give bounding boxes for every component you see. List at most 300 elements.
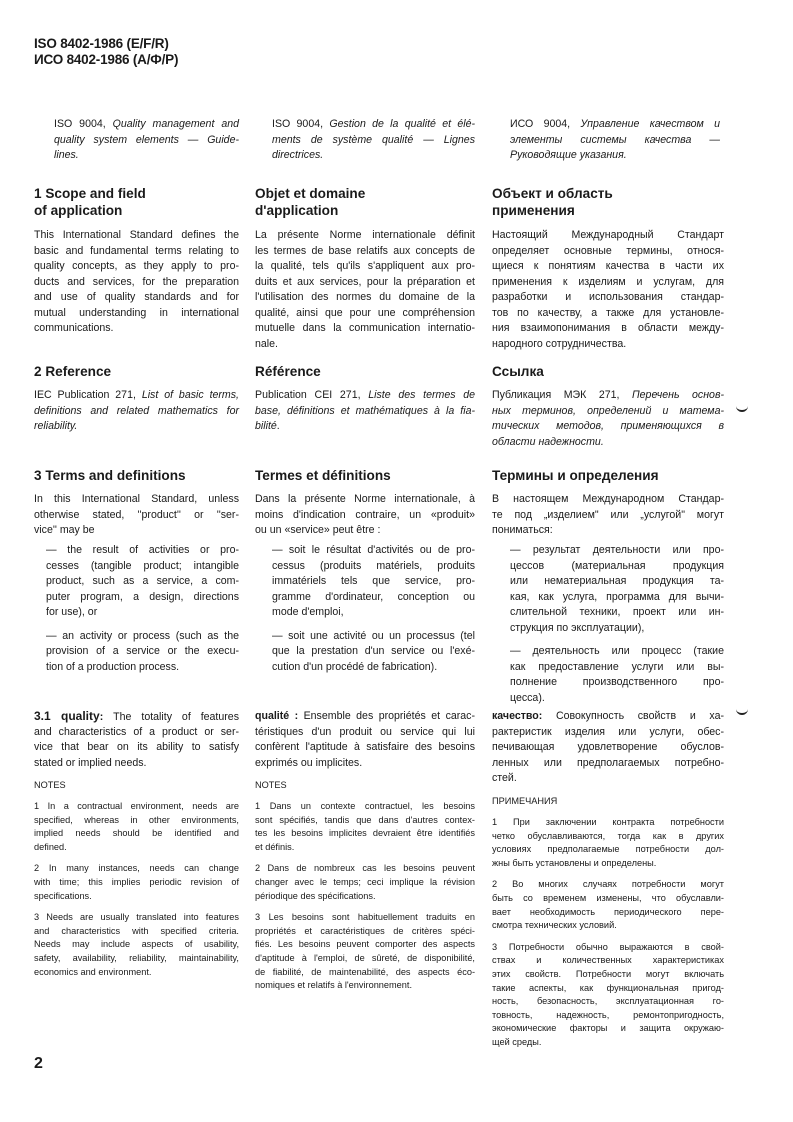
text-span: 2 Во многих случаях потребности могут xyxy=(492,879,724,890)
text-span: bilité xyxy=(255,420,277,432)
text-line xyxy=(34,709,239,725)
text-line xyxy=(255,306,475,322)
paragraph xyxy=(510,543,724,636)
text-span: provision of a service or the execu- xyxy=(46,645,239,657)
paragraph xyxy=(46,629,239,676)
text-span: exprimés ou implicites. xyxy=(255,756,363,769)
fr-definition-quality xyxy=(255,709,475,779)
text-line xyxy=(255,404,475,420)
text-line xyxy=(510,590,724,606)
paragraph xyxy=(492,228,724,352)
text-span: 1 Scope and field xyxy=(34,186,146,201)
ru-heading-terms xyxy=(492,467,724,492)
text-line xyxy=(34,492,239,508)
text-line xyxy=(255,321,475,337)
text-line xyxy=(34,228,239,244)
text-span: Управление качеством и xyxy=(580,118,721,130)
en-scope-text xyxy=(34,228,239,345)
text-line xyxy=(492,244,724,260)
text-line xyxy=(492,363,724,380)
document-id-ru: ИСО 8402-1986 (А/Ф/Р) xyxy=(34,52,179,67)
text-span: téristiques d'un produit ou service qui lui xyxy=(255,725,475,738)
fr-notes xyxy=(255,800,475,1001)
text-span: les termes de base relatifs aux concepts de xyxy=(255,244,475,257)
text-line xyxy=(255,827,475,841)
text-line xyxy=(255,244,475,260)
text-line xyxy=(46,559,239,575)
paragraph xyxy=(255,862,475,903)
text-span: for use), or xyxy=(46,606,98,618)
text-span: тов по качеству, а также для установле- xyxy=(492,306,724,319)
page-number: 2 xyxy=(34,1055,43,1072)
text-span: 2 Dans de nombreux cas les besoins peuvent xyxy=(255,863,475,874)
en-heading-reference xyxy=(34,363,239,388)
text-line xyxy=(46,605,239,621)
text-span: определяет основные термины, относя- xyxy=(492,244,724,257)
text-line xyxy=(255,779,475,793)
text-span: lines. xyxy=(54,149,79,161)
paragraph xyxy=(492,185,724,219)
text-line xyxy=(255,419,475,435)
text-line xyxy=(255,467,475,484)
text-line xyxy=(34,952,239,966)
text-span: ou un «service» peut être : xyxy=(255,524,381,536)
text-span: 2 In many instances, needs can change xyxy=(34,863,239,874)
text-line xyxy=(492,982,724,996)
text-span: stated or implied needs. xyxy=(34,756,147,769)
text-line xyxy=(255,740,475,756)
text-span: применения xyxy=(492,203,575,218)
paragraph xyxy=(255,800,475,854)
text-span: changer avec le temps; ceci implique la révision xyxy=(255,876,475,887)
text-line xyxy=(492,275,724,291)
text-span: стей. xyxy=(492,772,517,784)
text-line xyxy=(255,725,475,741)
paragraph xyxy=(54,117,239,164)
text-line xyxy=(255,259,475,275)
text-span: такие аспекты, как функциональная пригод- xyxy=(492,982,724,993)
paragraph xyxy=(34,467,239,484)
text-span: et définis. xyxy=(255,841,295,852)
paragraph xyxy=(34,709,239,771)
text-line xyxy=(492,816,724,830)
text-line xyxy=(34,938,239,952)
text-line xyxy=(492,185,724,202)
text-line xyxy=(492,919,724,933)
ru-terms-list xyxy=(510,543,724,714)
text-span: safety, availability, reliability, maintainability, xyxy=(34,952,239,963)
text-span: тических методов, применяющихся в xyxy=(492,420,724,432)
text-span: вает необходимость периодического пере- xyxy=(492,906,724,917)
text-line xyxy=(510,543,724,559)
text-span: l'utilisation des normes du domaine de la xyxy=(255,291,475,303)
text-span: reliability. xyxy=(34,420,78,432)
text-line xyxy=(510,621,724,637)
en-terms-intro xyxy=(34,492,239,547)
text-line xyxy=(492,941,724,955)
text-span: tion of a production process. xyxy=(46,660,180,673)
text-span: — soit une activité ou un processus (tel xyxy=(272,629,475,642)
paragraph xyxy=(272,629,475,676)
text-span: and characteristics of a product or ser- xyxy=(34,725,239,738)
text-span: ния взаимопонимания в области между- xyxy=(492,322,724,334)
text-line xyxy=(492,830,724,844)
paragraph xyxy=(255,185,475,219)
text-line xyxy=(272,117,475,133)
paragraph xyxy=(34,492,239,539)
text-line xyxy=(272,590,475,606)
paragraph xyxy=(255,492,475,539)
text-span: струкция по эксплуатации), xyxy=(510,621,645,634)
text-span: Перечень основ- xyxy=(631,389,724,401)
text-line xyxy=(510,574,724,590)
fr-normative-reference xyxy=(272,117,475,172)
text-span: народного сотрудничества. xyxy=(492,337,627,350)
text-line xyxy=(492,892,724,906)
text-line xyxy=(34,363,239,380)
text-span: цессов (материальная продукция xyxy=(510,559,724,572)
text-line xyxy=(492,306,724,322)
paragraph xyxy=(255,363,475,380)
text-span: цесса). xyxy=(510,691,545,704)
text-span: Publication CEI 271, xyxy=(255,389,369,401)
text-line xyxy=(492,725,724,741)
text-line xyxy=(255,814,475,828)
text-line xyxy=(255,938,475,952)
text-span: кая, как услуга, программа для вычи- xyxy=(510,590,724,603)
text-span: условиях предполагаемые потребности дол- xyxy=(492,844,724,855)
text-span: качество: xyxy=(492,710,543,722)
paragraph xyxy=(510,644,724,706)
text-span: d'application xyxy=(255,203,339,218)
text-span: Référence xyxy=(255,364,321,379)
text-line xyxy=(510,660,724,676)
text-line xyxy=(255,966,475,980)
text-span: : xyxy=(99,711,114,723)
text-line xyxy=(54,133,239,149)
text-span: или нематериальная продукция та- xyxy=(510,575,724,587)
text-span: Руководящие указания. xyxy=(510,149,627,161)
text-line xyxy=(34,800,239,814)
text-span: d'aptitude à l'emploi, de sûreté, de disponibilité, xyxy=(255,952,475,963)
text-line xyxy=(255,756,475,772)
en-notes xyxy=(34,800,239,987)
text-line xyxy=(46,590,239,606)
text-line xyxy=(492,492,724,508)
paragraph xyxy=(492,709,724,787)
text-span: product, such as a service, a com- xyxy=(46,575,239,587)
text-line xyxy=(34,508,239,524)
en-definition-quality xyxy=(34,709,239,779)
text-line xyxy=(255,523,475,539)
text-span: base, définitions et mathématiques à la fia- xyxy=(255,404,475,417)
text-span: В настоящем Международном Стандар- xyxy=(492,493,724,505)
paragraph xyxy=(34,911,239,979)
text-line xyxy=(492,756,724,772)
text-span: la qualité, tels qu'ils s'appliquent aux pro- xyxy=(255,260,475,272)
text-span: 3.1 quality xyxy=(34,709,100,723)
paragraph xyxy=(510,117,720,164)
text-line xyxy=(492,954,724,968)
text-line xyxy=(510,605,724,621)
text-line xyxy=(492,467,724,484)
text-line xyxy=(272,543,475,559)
text-span: specified, whereas in other environments, xyxy=(34,814,239,825)
text-line xyxy=(255,876,475,890)
text-line xyxy=(492,709,724,725)
text-span: Gestion de la qualité et élé- xyxy=(329,118,475,130)
paragraph xyxy=(492,795,724,809)
fr-reference-text xyxy=(255,388,475,443)
text-line xyxy=(492,1022,724,1036)
text-span: List of basic terms, xyxy=(141,389,239,401)
text-span: basic and fundamental terms relating to xyxy=(34,244,239,257)
text-span: 1 Dans un contexte contractuel, les besoins xyxy=(255,801,475,811)
text-line xyxy=(34,321,239,337)
text-span: mutuelle dans la communication internatio- xyxy=(255,322,475,334)
text-line xyxy=(272,559,475,575)
text-span: ISO 9004, xyxy=(272,118,330,130)
text-span: этих свойств. Потребности могут включать xyxy=(492,968,724,979)
paragraph xyxy=(34,779,239,793)
text-span: moins d'indication contraire, un «produit» xyxy=(255,508,475,521)
text-span: пониматься: xyxy=(492,524,553,536)
fr-notes-label xyxy=(255,779,475,801)
paragraph xyxy=(34,363,239,380)
text-span: области надежности. xyxy=(492,435,604,448)
paragraph xyxy=(34,228,239,337)
text-line xyxy=(255,862,475,876)
text-line xyxy=(255,337,475,353)
paragraph xyxy=(272,117,475,164)
text-span: In this International Standard, unless xyxy=(34,493,239,505)
text-span: 1 In a contractual environment, needs are xyxy=(34,801,239,811)
paragraph xyxy=(492,467,724,484)
paragraph xyxy=(492,492,724,539)
fr-heading-reference xyxy=(255,363,475,388)
paragraph xyxy=(272,543,475,621)
text-span: 3 Потребности обычно выражаются в свой- xyxy=(492,941,724,952)
ru-notes xyxy=(492,816,724,1058)
document-id-en-fr-ru: ISO 8402-1986 (E/F/R) xyxy=(34,36,169,51)
paragraph xyxy=(255,467,475,484)
paragraph xyxy=(34,185,239,219)
paragraph xyxy=(34,388,239,435)
text-line xyxy=(492,857,724,871)
text-span: NOTES xyxy=(34,780,66,790)
paragraph xyxy=(492,388,724,450)
text-span: mutual understanding in international xyxy=(34,306,239,319)
paragraph xyxy=(492,816,724,870)
text-span: The totality of features xyxy=(113,711,239,723)
ru-heading-scope xyxy=(492,185,724,227)
text-span: NOTES xyxy=(255,780,287,790)
text-span: — результат деятельности или про- xyxy=(510,544,724,556)
text-line xyxy=(255,185,475,202)
text-line xyxy=(34,202,239,219)
text-line xyxy=(272,574,475,590)
text-line xyxy=(34,779,239,793)
text-span: economics and environment. xyxy=(34,966,152,977)
text-span: specifications. xyxy=(34,890,92,901)
text-line xyxy=(34,876,239,890)
text-span: слительной техники, проект или ин- xyxy=(510,606,724,618)
text-span: duits et aux services, pour la préparation et xyxy=(255,275,475,288)
text-span: рактеристик изделия или услуги, обес- xyxy=(492,725,724,738)
text-span: Needs may include aspects of usability, xyxy=(34,939,239,950)
text-line xyxy=(492,843,724,857)
en-normative-reference xyxy=(54,117,239,172)
paragraph xyxy=(255,911,475,993)
text-span: confèrent l'aptitude à satisfaire des besoins xyxy=(255,741,475,753)
paragraph xyxy=(255,228,475,352)
text-line xyxy=(492,290,724,306)
text-line xyxy=(255,388,475,404)
text-span: четко обуславливаются, тогда как в других xyxy=(492,830,724,841)
text-line xyxy=(492,906,724,920)
text-line xyxy=(492,404,724,420)
text-line xyxy=(255,290,475,306)
text-line xyxy=(492,435,724,451)
text-line xyxy=(272,644,475,660)
text-line xyxy=(255,508,475,524)
text-span: Dans la présente Norme internationale, à xyxy=(255,493,475,505)
text-span: tes les besoins implicites devraient être identifiés xyxy=(255,828,475,839)
text-span: щиеся к понятиям качества в части их xyxy=(492,260,724,272)
text-line xyxy=(492,202,724,219)
text-span: элементы системы качества — xyxy=(510,133,720,146)
fr-heading-scope xyxy=(255,185,475,227)
text-line xyxy=(46,543,239,559)
text-span: ИСО 9004, xyxy=(510,118,581,130)
en-heading-scope xyxy=(34,185,239,227)
text-span: Quality management and xyxy=(112,118,239,130)
text-line xyxy=(255,800,475,814)
text-span: те под „изделием" или „услугой" могут xyxy=(492,508,724,521)
text-span: Ссылка xyxy=(492,364,544,379)
text-line xyxy=(54,117,239,133)
text-line xyxy=(34,966,239,980)
text-line xyxy=(510,117,720,133)
text-line xyxy=(492,523,724,539)
ru-notes-label xyxy=(492,795,724,817)
text-line xyxy=(34,725,239,741)
text-span: implied needs should be identified and xyxy=(34,828,239,839)
text-line xyxy=(492,259,724,275)
margin-change-mark xyxy=(736,708,748,715)
text-span: ствах и количественных характеристиках xyxy=(492,955,724,966)
paragraph xyxy=(34,800,239,854)
ru-scope-text xyxy=(492,228,724,360)
en-notes-label xyxy=(34,779,239,801)
margin-change-mark xyxy=(736,405,748,412)
text-span: qualité : xyxy=(255,710,299,722)
text-line xyxy=(34,259,239,275)
text-span: Объект и область xyxy=(492,186,613,201)
text-line xyxy=(34,862,239,876)
text-span: definitions and related mathematics for xyxy=(34,404,239,417)
text-span: of application xyxy=(34,203,123,218)
text-line xyxy=(255,890,475,904)
text-span: sont spécifiés, tandis que dans d'autres contex- xyxy=(255,814,475,825)
text-span: Термины и определения xyxy=(492,468,659,483)
text-line xyxy=(34,523,239,539)
text-line xyxy=(492,388,724,404)
text-line xyxy=(272,660,475,676)
text-line xyxy=(255,202,475,219)
text-line xyxy=(46,629,239,645)
text-span: nale. xyxy=(255,337,278,350)
text-span: — деятельность или процесс (такие xyxy=(510,645,724,657)
text-span: vice that bear on its ability to satisfy xyxy=(34,741,239,753)
text-span: que la prestation d'un service ou l'exé- xyxy=(272,645,475,657)
text-span: mode d'emploi, xyxy=(272,606,344,618)
ru-terms-intro xyxy=(492,492,724,547)
text-line xyxy=(510,691,724,707)
text-span: immatériels tels que service, pro- xyxy=(272,575,475,587)
text-line xyxy=(492,968,724,982)
text-line xyxy=(492,419,724,435)
text-span: смотра технических условий. xyxy=(492,920,617,931)
text-span: quality system elements — Guide- xyxy=(54,133,239,146)
text-span: cution d'un procédé de fabrication). xyxy=(272,660,438,673)
text-line xyxy=(492,878,724,892)
text-span: and characteristics with specified criteria. xyxy=(34,925,239,936)
text-span: щей среды. xyxy=(492,1036,542,1047)
text-span: ISO 9004, xyxy=(54,118,113,130)
text-line xyxy=(34,275,239,291)
text-line xyxy=(492,337,724,353)
text-line xyxy=(34,306,239,322)
paragraph xyxy=(34,862,239,903)
text-span: propriétés et caractéristiques de critères spéci- xyxy=(255,925,475,936)
text-line xyxy=(272,629,475,645)
text-line xyxy=(255,841,475,855)
text-line xyxy=(34,467,239,484)
text-line xyxy=(34,404,239,420)
ru-definition-quality xyxy=(492,709,724,795)
paragraph xyxy=(492,941,724,1050)
fr-heading-terms xyxy=(255,467,475,492)
text-line xyxy=(46,644,239,660)
ru-normative-reference xyxy=(510,117,720,172)
text-span: . xyxy=(276,420,280,432)
text-line xyxy=(272,148,475,164)
text-line xyxy=(46,574,239,590)
text-span: ленных или предполагаемых потребно- xyxy=(492,756,724,769)
text-span: ments de système qualité — Lignes xyxy=(272,133,475,146)
text-line xyxy=(34,890,239,904)
text-span: ducts and services, for the preparation xyxy=(34,275,239,288)
en-terms-list xyxy=(46,543,239,683)
text-span: жны быть установлены и определены. xyxy=(492,857,657,868)
text-line xyxy=(492,1009,724,1023)
text-span: ность, безопасность, эксплуатационная го- xyxy=(492,996,724,1007)
fr-terms-intro xyxy=(255,492,475,547)
text-span: qualité, ainsi que pour une compréhension xyxy=(255,306,475,319)
text-line xyxy=(492,508,724,524)
paragraph xyxy=(255,709,475,771)
text-span: Публикация МЭК 271, xyxy=(492,389,632,401)
en-heading-terms xyxy=(34,467,239,492)
text-line xyxy=(492,1036,724,1050)
text-line xyxy=(510,148,720,164)
text-span: применения к изделиям и услугам, для xyxy=(492,275,724,288)
text-span: Termes et définitions xyxy=(255,468,391,483)
text-span: 2 Reference xyxy=(34,364,112,379)
text-line xyxy=(492,995,724,1009)
text-line xyxy=(492,771,724,787)
